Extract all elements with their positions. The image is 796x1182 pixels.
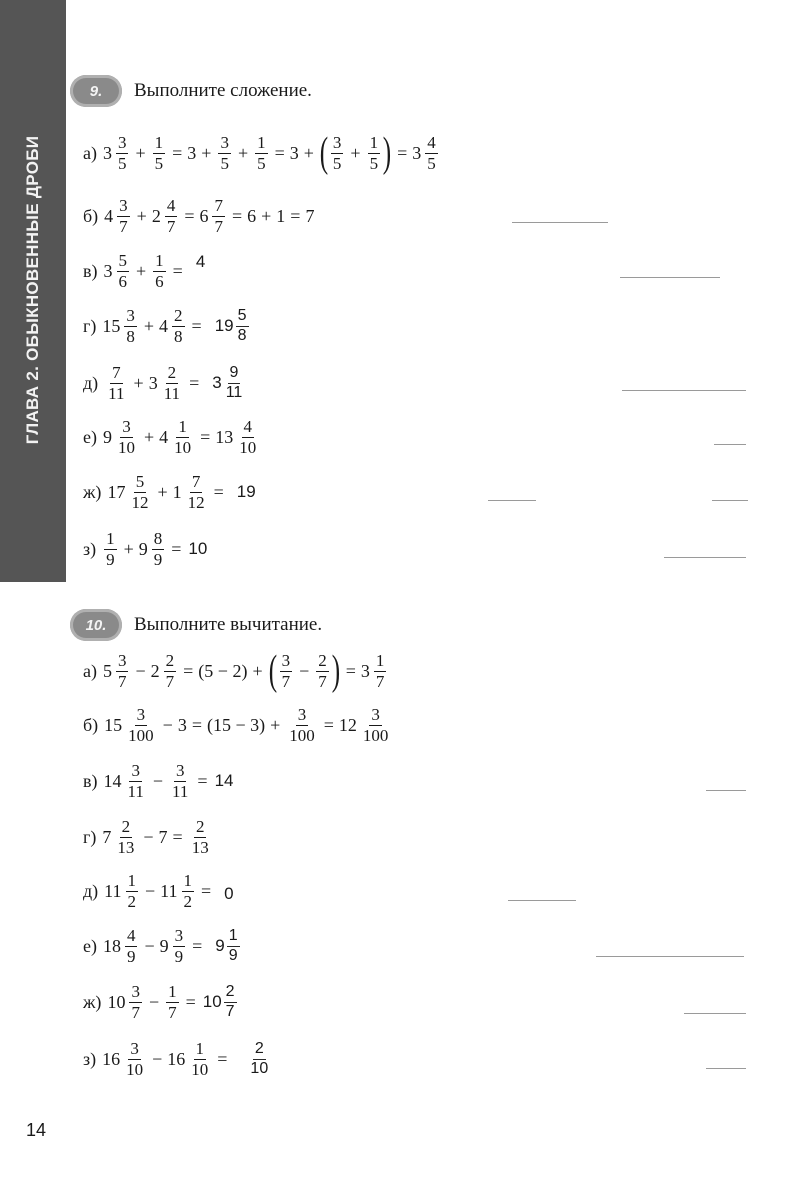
item-label: в) <box>83 260 98 281</box>
equation-line: д) 11 $\frac{1}{2}$ − 11 $\frac{1}{2}$ = 0 <box>83 871 234 911</box>
page-number: 14 <box>26 1120 47 1140</box>
item-label: з) <box>83 538 97 559</box>
task-10-header <box>70 609 322 641</box>
task-number-badge: 9. <box>70 75 122 107</box>
faint-line <box>488 500 536 501</box>
item-label: е) <box>83 426 97 447</box>
equation-line: в) 3 $\frac{5}{6}$ + $\frac{1}{6}$ = 4 <box>83 251 206 291</box>
item-label: б) <box>83 714 99 735</box>
faint-line <box>512 222 608 223</box>
item-label: г) <box>83 826 97 847</box>
equation-line: ж) 17 $\frac{5}{12}$ + 1 $\frac{7}{12}$ = 19 <box>83 472 256 512</box>
task-title: Выполните сложение. <box>134 80 312 101</box>
chapter-sidebar <box>0 0 66 582</box>
item-label: з) <box>83 1048 97 1069</box>
faint-line <box>664 557 746 558</box>
item-label: е) <box>83 935 97 956</box>
faint-line <box>622 390 746 391</box>
task-9-header <box>70 75 312 107</box>
faint-line <box>706 1068 746 1069</box>
handwritten-answer: 19 $\frac{5}{8}$ <box>214 307 247 344</box>
item-label: в) <box>83 770 98 791</box>
equation-line: е) 18 $\frac{4}{9}$ − 9 $\frac{3}{9}$ = 9 $\frac{1}{9}$ <box>83 927 242 966</box>
faint-line <box>714 444 746 445</box>
mixed-number: 3 $\frac{3}{5}$ <box>102 132 127 173</box>
equation-line: з) 16 $\frac{3}{10}$ − 16 $\frac{1}{10}$ = $\frac{2}{10}$ <box>83 1040 272 1079</box>
equation-line: а) 3 $\frac{3}{5}$ + $\frac{1}{5}$ = 3 + $\frac{3}{5}$ + $\frac{1}{5}$ = 3 + ( $\frac{3}{5}$ + $\frac{1}{5}$ ) = 3 $\frac{4}{5}$ <box>83 130 436 176</box>
item-label: б) <box>83 205 99 226</box>
fraction: $\frac{1}{5}$ <box>154 132 164 173</box>
item-label: ж) <box>83 991 102 1012</box>
chapter-title: ГЛАВА 2. ОБЫКНОВЕННЫЕ ДРОБИ <box>23 135 42 445</box>
equation-line: б) 4 $\frac{3}{7}$ + 2 $\frac{4}{7}$ = 6 $\frac{7}{7}$ = 6 + 1 = 7 <box>83 196 315 236</box>
item-label: д) <box>83 880 99 901</box>
equation-line: б) 15 $\frac{3}{100}$ − 3 = (15 − 3) + $\frac{3}{100}$ = 12 $\frac{3}{100}$ <box>83 705 389 745</box>
equation-line: а) 5 $\frac{3}{7}$ − 2 $\frac{2}{7}$ = (5 − 2) + ( $\frac{3}{7}$ − $\frac{2}{7}$ ) = 3 $\frac{1}{7}$ <box>83 648 385 694</box>
handwritten-answer: 10 <box>188 539 208 559</box>
faint-line <box>508 900 576 901</box>
equation-line: в) 14 $\frac{3}{11}$ − $\frac{3}{11}$ = 14 <box>83 761 234 801</box>
faint-line <box>712 500 748 501</box>
handwritten-answer: 3 $\frac{9}{11}$ <box>212 364 243 401</box>
equation-line: г) 15 $\frac{3}{8}$ + 4 $\frac{2}{8}$ = 19 $\frac{5}{8}$ <box>83 307 251 346</box>
equation-line: е) 9 $\frac{3}{10}$ + 4 $\frac{1}{10}$ = 13 $\frac{4}{10}$ <box>83 417 257 457</box>
item-label: а) <box>83 660 97 681</box>
equation-line: ж) 10 $\frac{3}{7}$ − $\frac{1}{7}$ = 10 $\frac{2}{7}$ <box>83 983 239 1022</box>
item-label: а) <box>83 142 97 163</box>
task-number-badge: 10. <box>70 609 122 641</box>
equation-line: г) 7 $\frac{2}{13}$ − 7 = $\frac{2}{13}$ <box>83 817 209 857</box>
faint-line <box>684 1013 746 1014</box>
task-title: Выполните вычитание. <box>134 614 323 635</box>
handwritten-answer: 9 $\frac{1}{9}$ <box>215 927 238 964</box>
handwritten-answer: 10 $\frac{2}{7}$ <box>202 983 235 1020</box>
faint-line <box>596 956 744 957</box>
item-label: г) <box>83 315 97 336</box>
handwritten-answer: 14 <box>214 771 234 791</box>
handwritten-answer: 19 <box>236 482 256 502</box>
item-label: ж) <box>83 481 102 502</box>
item-label: д) <box>83 372 99 393</box>
equation-line: д) $\frac{7}{11}$ + 3 $\frac{2}{11}$ = 3 $\frac{9}{11}$ <box>83 364 246 403</box>
handwritten-answer: $\frac{2}{10}$ <box>250 1040 269 1077</box>
equation-line: з) $\frac{1}{9}$ + 9 $\frac{8}{9}$ = 10 <box>83 529 208 569</box>
faint-line <box>706 790 746 791</box>
handwritten-answer: 0 <box>224 884 234 904</box>
handwritten-answer: 4 <box>195 252 206 272</box>
faint-line <box>620 277 720 278</box>
